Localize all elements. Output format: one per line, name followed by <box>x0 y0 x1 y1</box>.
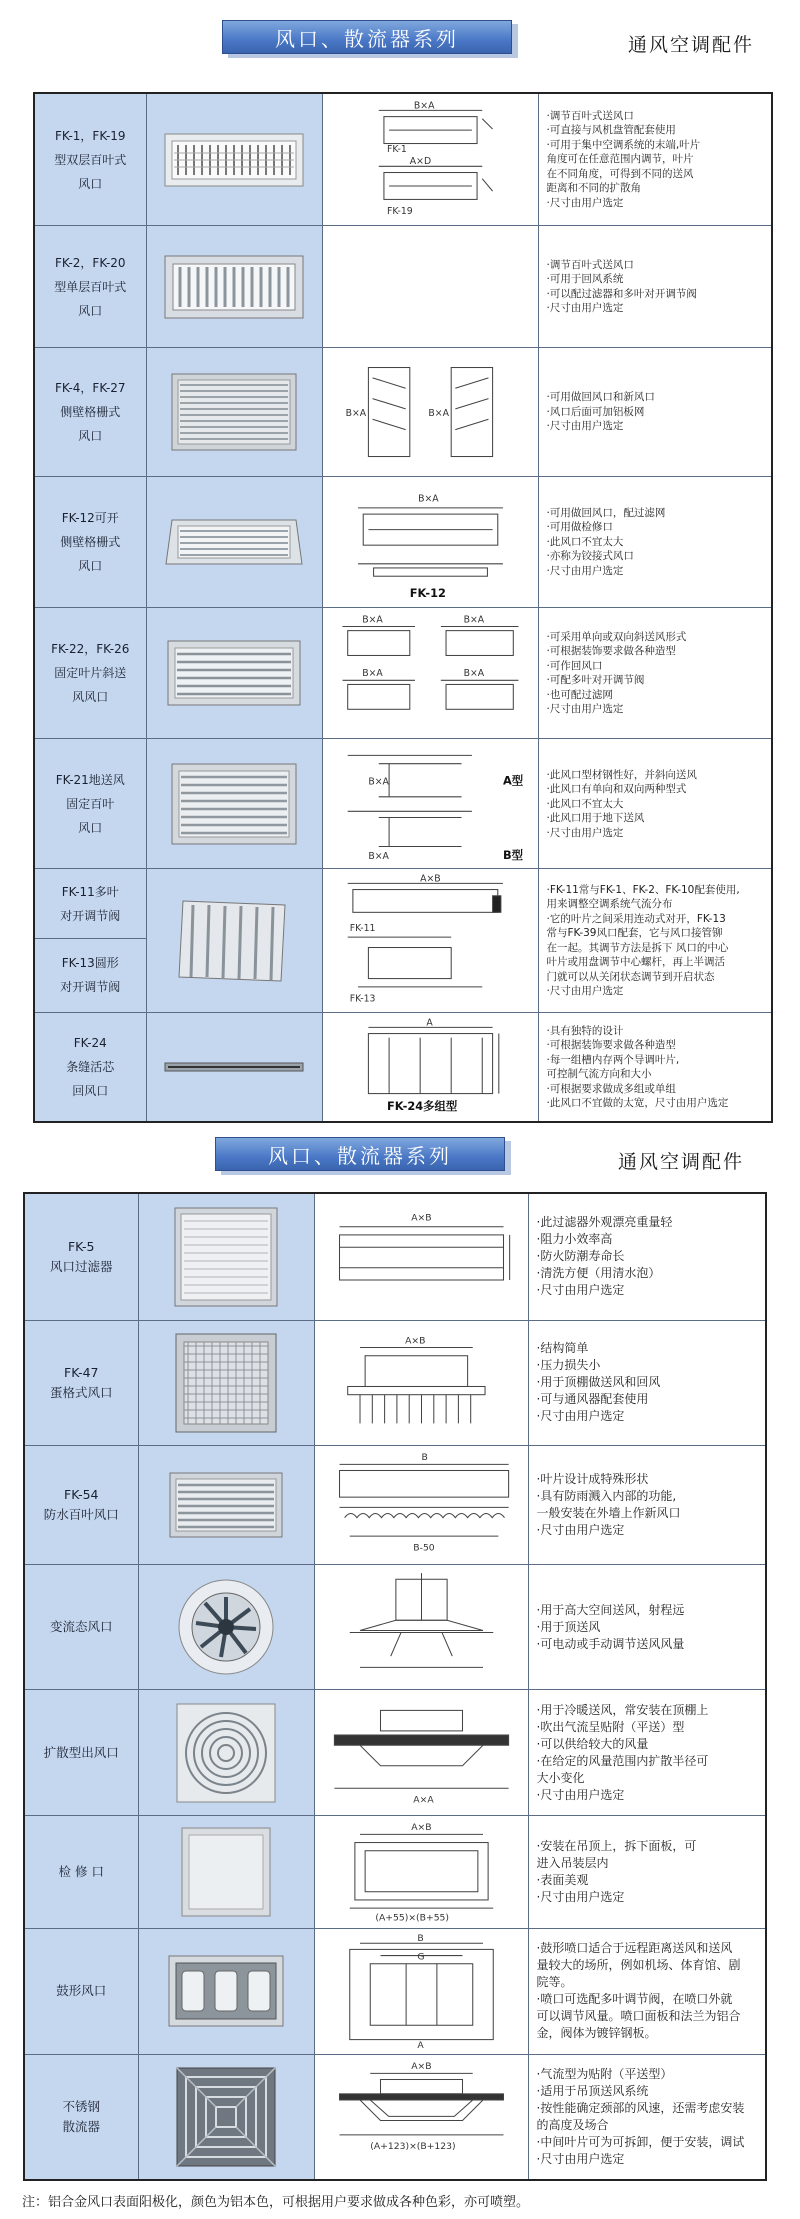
svg-text:B-50: B-50 <box>412 1542 435 1554</box>
product-description: ·此风口型材钢性好，并斜向送风 ·此风口有单向和双向两种型式 ·此风口不宜太大 ·此风口用于地下送风 ·尺寸由用户选定 <box>538 739 772 869</box>
product-name: FK-54 防水百叶风口 <box>24 1445 138 1565</box>
product-photo <box>138 1193 314 1320</box>
product-description: ·此过滤器外观漂亮重量轻 ·阻力小效率高 ·防火防潮寿命长 ·清洗方便（用清水泡） ·尺寸由用户选定 <box>528 1193 766 1320</box>
product-description: ·安装在吊顶上，拆下面板，可 进入吊装层内 ·表面美观 ·尺寸由用户选定 <box>528 1816 766 1929</box>
svg-text:B型: B型 <box>502 848 523 863</box>
table-row <box>24 1565 766 1690</box>
table-row <box>24 1816 766 1929</box>
section2-header <box>0 1117 800 1177</box>
product-drawing <box>314 1193 528 1320</box>
product-name: FK-13圆形 对开调节阀 <box>34 938 146 1012</box>
product-drawing <box>314 1445 528 1565</box>
svg-text:B×A: B×A <box>361 614 383 626</box>
svg-text:B: B <box>421 1451 428 1463</box>
product-photo <box>138 2055 314 2180</box>
product-photo <box>146 477 322 608</box>
product-description: ·调节百叶式送风口 ·可用于回风系统 ·可以配过滤器和多叶对开调节阀 ·尺寸由用户选定 <box>538 226 772 348</box>
product-name: FK-21地送风 固定百叶 风口 <box>34 739 146 869</box>
product-name: 鼓形风口 <box>24 1928 138 2055</box>
product-description: ·叶片设计成特殊形状 ·具有防雨溅入内部的功能, 一般安装在外墙上作新风口 ·尺寸由用户选定 <box>528 1445 766 1565</box>
product-description: ·气流型为贴附（平送型） ·适用于吊顶送风系统 ·按性能确定颈部的风速，还需考虑安装 的高度及场合 ·中间叶片可为可拆卸，便于安装，调试 ·尺寸由用户选定 <box>528 2055 766 2180</box>
product-drawing <box>322 347 538 476</box>
svg-text:G: G <box>416 1951 425 1963</box>
product-name: FK-12可开 侧壁格栅式 风口 <box>34 477 146 608</box>
product-name: FK-5 风口过滤器 <box>24 1193 138 1320</box>
product-photo <box>146 93 322 226</box>
product-photo <box>138 1928 314 2055</box>
table-row <box>24 1690 766 1816</box>
product-photo <box>146 608 322 739</box>
table-row <box>34 869 772 939</box>
product-drawing <box>322 739 538 869</box>
svg-text:FK-1: FK-1 <box>386 143 407 155</box>
svg-text:A×B: A×B <box>419 873 441 885</box>
product-description: ·FK-11常与FK-1、FK-2、FK-10配套使用, 用来调整空调系统气流分布 ·它的叶片之间采用连动式对开，FK-13 常与FK-39风口配套，它与风口接管铆 在一起。其调节方法是拆下 风口的中心 叶片或用盘调节中心螺杆，再上半调活 门就可以从关闭状态调节到开启状态 ·尺寸由用户选定 <box>538 869 772 1013</box>
product-description: ·调节百叶式送风口 ·可直接与风机盘管配套使用 ·可用于集中空调系统的末端,叶片 角度可在任意范围内调节，叶片 在不同角度，可得到不同的送风 距离和不同的扩散角 ·尺寸由用户选定 <box>538 93 772 226</box>
svg-text:A×B: A×B <box>410 2061 432 2073</box>
svg-text:FK-19: FK-19 <box>386 205 413 217</box>
product-drawing <box>322 869 538 1013</box>
svg-text:FK-12: FK-12 <box>409 585 446 600</box>
svg-text:B×A: B×A <box>427 408 449 420</box>
product-photo <box>146 739 322 869</box>
svg-text:FK-13: FK-13 <box>349 993 375 1005</box>
product-drawing <box>314 1320 528 1445</box>
product-photo <box>138 1445 314 1565</box>
product-name: 扩散型出风口 <box>24 1690 138 1816</box>
section1-subtitle: 通风空调配件 <box>628 34 755 56</box>
product-name: FK-2，FK-20 型单层百叶式 风口 <box>34 226 146 348</box>
svg-text:B×A: B×A <box>361 668 383 680</box>
product-drawing <box>322 608 538 739</box>
product-drawing <box>322 93 538 226</box>
product-name: 变流态风口 <box>24 1565 138 1690</box>
footnote: 注：铝合金风口表面阳极化，颜色为铝本色，可根据用户要求做成各种色彩，亦可喷塑。 <box>22 2195 530 2210</box>
product-drawing <box>314 1690 528 1816</box>
table-row <box>34 739 772 869</box>
svg-text:A: A <box>416 2039 424 2051</box>
table-row <box>24 2055 766 2180</box>
product-photo <box>138 1690 314 1816</box>
svg-text:B×A: B×A <box>345 408 366 420</box>
svg-text:A: A <box>425 1017 433 1029</box>
product-drawing <box>322 226 538 348</box>
product-photo <box>146 347 322 476</box>
table-row <box>34 347 772 476</box>
product-photo <box>146 1012 322 1122</box>
product-name: FK-24 条缝活芯 回风口 <box>34 1012 146 1122</box>
product-name: FK-47 蛋格式风口 <box>24 1320 138 1445</box>
svg-text:B×A: B×A <box>367 776 389 788</box>
svg-text:A×B: A×B <box>410 1822 432 1834</box>
svg-text:B×A: B×A <box>463 614 484 626</box>
table-row <box>34 608 772 739</box>
product-description: ·结构简单 ·压力损失小 ·用于顶棚做送风和回风 ·可与通风器配套使用 ·尺寸由用户选定 <box>528 1320 766 1445</box>
product-name: 不锈钢 散流器 <box>24 2055 138 2180</box>
product-table-1 <box>33 92 773 1123</box>
table-row <box>34 477 772 608</box>
product-description: ·具有独特的设计 ·可根据装饰要求做各种造型 ·每一组槽内存两个导调叶片, 可控制气流方向和大小 ·可根据要求做成多组或单组 ·此风口不宜做的太宽，尺寸由用户选定 <box>538 1012 772 1122</box>
svg-text:(A+55)×(B+55): (A+55)×(B+55) <box>374 1912 449 1924</box>
table-row <box>24 1445 766 1565</box>
product-drawing <box>314 1565 528 1690</box>
svg-text:A×A: A×A <box>412 1794 434 1806</box>
product-name: FK-22，FK-26 固定叶片斜送 风风口 <box>34 608 146 739</box>
product-drawing <box>322 477 538 608</box>
product-drawing <box>322 1012 538 1122</box>
product-description: ·鼓形喷口适合于远程距离送风和送风 量较大的场所，例如机场、体育馆、剧 院等。 ·喷口可选配多叶调节阀，在喷口外就 可以调节风量。喷口面板和法兰为铝合 金，阀体为镀锌钢板。 <box>528 1928 766 2055</box>
product-photo <box>138 1320 314 1445</box>
table-row <box>24 1320 766 1445</box>
product-description: ·可用做回风口，配过滤网 ·可用做检修口 ·此风口不宜太大 ·亦称为铰接式风口 ·尺寸由用户选定 <box>538 477 772 608</box>
section2-banner: 风口、散流器系列 <box>215 1137 505 1171</box>
product-photo <box>138 1816 314 1929</box>
product-drawing <box>314 2055 528 2180</box>
svg-text:FK-11: FK-11 <box>349 923 375 935</box>
product-name: FK-4，FK-27 侧壁格栅式 风口 <box>34 347 146 476</box>
section1-header <box>0 0 800 60</box>
svg-text:A×D: A×D <box>409 156 431 168</box>
section1-banner: 风口、散流器系列 <box>222 20 512 54</box>
svg-text:B×A: B×A <box>367 851 389 863</box>
product-description: ·可采用单向或双向斜送风形式 ·可根据装饰要求做各种造型 ·可作回风口 ·可配多叶对开调节阀 ·也可配过滤网 ·尺寸由用户选定 <box>538 608 772 739</box>
table-row <box>34 226 772 348</box>
product-drawing <box>314 1816 528 1929</box>
product-description: ·可用做回风口和新风口 ·风口后面可加铝板网 ·尺寸由用户选定 <box>538 347 772 476</box>
product-photo <box>146 869 322 1013</box>
svg-text:B×A: B×A <box>463 668 484 680</box>
product-photo <box>146 226 322 348</box>
table-row <box>24 1193 766 1320</box>
product-drawing <box>314 1928 528 2055</box>
product-description: ·用于冷暖送风，常安装在顶棚上 ·吹出气流呈贴附（平送）型 ·可以供给较大的风量 ·在给定的风量范围内扩散半径可 大小变化 ·尺寸由用户选定 <box>528 1690 766 1816</box>
svg-text:A×B: A×B <box>404 1335 425 1347</box>
svg-text:A×B: A×B <box>410 1212 432 1224</box>
product-name: FK-1，FK-19 型双层百叶式 风口 <box>34 93 146 226</box>
product-photo <box>138 1565 314 1690</box>
table-row <box>34 93 772 226</box>
section2-subtitle: 通风空调配件 <box>618 1151 745 1173</box>
svg-text:(A+123)×(B+123): (A+123)×(B+123) <box>369 2141 456 2153</box>
table-row <box>24 1928 766 2055</box>
svg-text:B×A: B×A <box>417 493 439 505</box>
svg-text:B×A: B×A <box>413 100 434 112</box>
svg-text:A型: A型 <box>502 773 523 788</box>
svg-text:FK-24多组型: FK-24多组型 <box>386 1099 457 1114</box>
table-row <box>34 1012 772 1122</box>
svg-text:B: B <box>416 1932 424 1944</box>
product-name: 检 修 口 <box>24 1816 138 1929</box>
product-description: ·用于高大空间送风，射程远 ·用于顶送风 ·可电动或手动调节送风风量 <box>528 1565 766 1690</box>
product-table-2 <box>23 1192 767 2181</box>
product-name: FK-11多叶 对开调节阀 <box>34 869 146 939</box>
